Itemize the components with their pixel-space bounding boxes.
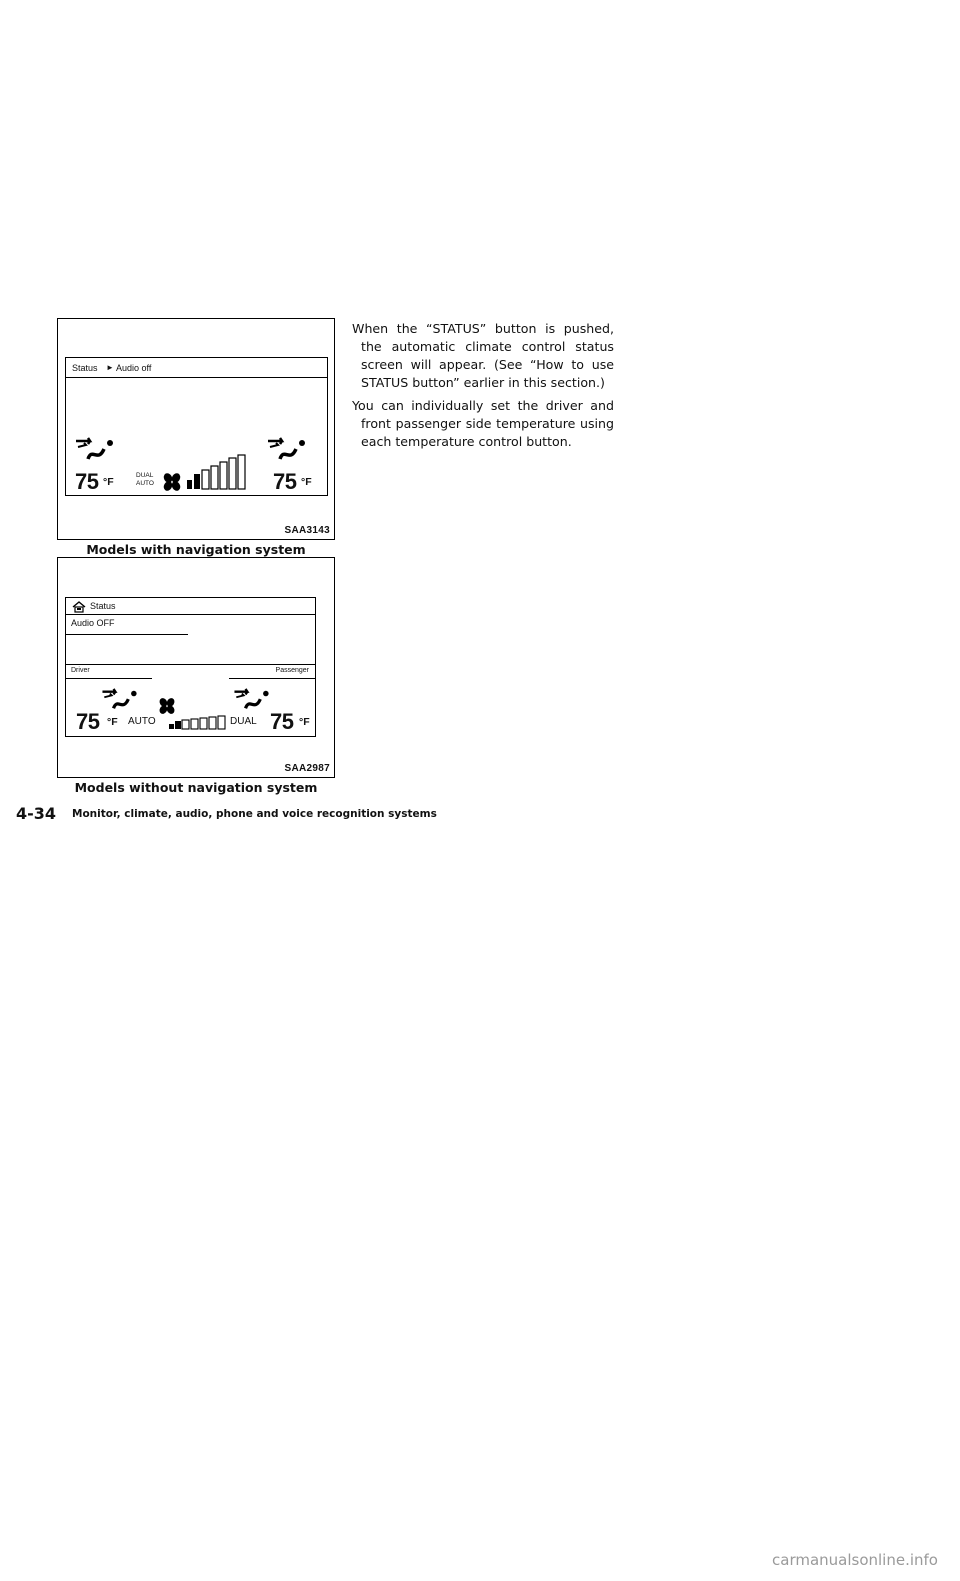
home-icon	[72, 601, 86, 613]
fan-bar	[169, 724, 174, 729]
fan-bar	[229, 458, 236, 489]
section-divider	[66, 664, 315, 665]
driver-temp-unit: °F	[103, 476, 114, 488]
audio-underline	[66, 634, 188, 635]
fan-bar	[175, 721, 181, 729]
figure-caption: Models with navigation system	[86, 542, 306, 557]
driver-temperature: 75	[75, 469, 99, 494]
airflow-face-icon	[74, 437, 116, 463]
auto-label: AUTO	[136, 480, 154, 487]
driver-temperature: 75	[76, 709, 100, 734]
fan-icon	[158, 697, 176, 715]
fan-bar	[182, 720, 189, 729]
fan-speed-bars	[168, 716, 230, 730]
paragraph: When the “STATUS” button is pushed, the automatic climate control status screen will appear. (See “How to use STATUS button” earlier in this section.)	[352, 321, 614, 390]
page-number: 4-34	[16, 804, 57, 823]
fan-bar	[220, 462, 227, 489]
fan-bar	[200, 718, 207, 729]
figure-caption: Models without navigation system	[74, 780, 318, 795]
driver-underline	[66, 678, 152, 679]
figure-with-navigation	[57, 318, 335, 540]
figure-without-navigation	[57, 557, 335, 778]
airflow-face-icon	[266, 437, 308, 463]
passenger-label: Passenger	[275, 667, 309, 674]
header-divider	[66, 614, 315, 615]
section-title: Monitor, climate, audio, phone and voice recognition systems	[72, 808, 437, 820]
status-label: Status	[72, 363, 98, 373]
climate-status-screen	[65, 597, 316, 737]
fan-bar	[211, 466, 218, 489]
fan-speed-bars	[186, 454, 256, 490]
status-label: Status	[90, 601, 116, 611]
auto-label: AUTO	[128, 716, 156, 727]
fan-icon	[162, 472, 182, 492]
fan-bar	[218, 716, 225, 729]
airflow-face-icon	[100, 688, 140, 712]
watermark: carmanualsonline.info	[772, 1551, 938, 1569]
fan-bar	[202, 470, 209, 489]
climate-status-screen	[65, 357, 328, 496]
dual-label: DUAL	[230, 716, 257, 727]
passenger-underline	[229, 678, 315, 679]
fan-bar	[191, 719, 198, 729]
dual-label: DUAL	[136, 472, 154, 479]
passenger-temperature: 75	[270, 709, 294, 734]
audio-status-label: Audio OFF	[71, 618, 115, 628]
status-arrow-icon: ►	[106, 363, 114, 372]
body-text	[352, 320, 614, 456]
airflow-face-icon	[232, 688, 272, 712]
driver-label: Driver	[71, 667, 90, 674]
driver-temp-unit: °F	[107, 716, 118, 728]
fan-bar	[238, 455, 245, 489]
fan-bar	[194, 474, 200, 489]
figure-id: SAA3143	[284, 525, 330, 536]
paragraph: You can individually set the driver and front passenger side temperature using each temperature control button.	[352, 398, 614, 449]
fan-bar	[187, 480, 192, 489]
audio-status-label: Audio off	[116, 363, 152, 373]
header-divider	[66, 377, 327, 378]
fan-bar	[209, 717, 216, 729]
figure-id: SAA2987	[284, 763, 330, 774]
passenger-temp-unit: °F	[299, 716, 310, 728]
passenger-temperature: 75	[273, 469, 297, 494]
passenger-temp-unit: °F	[301, 476, 312, 488]
